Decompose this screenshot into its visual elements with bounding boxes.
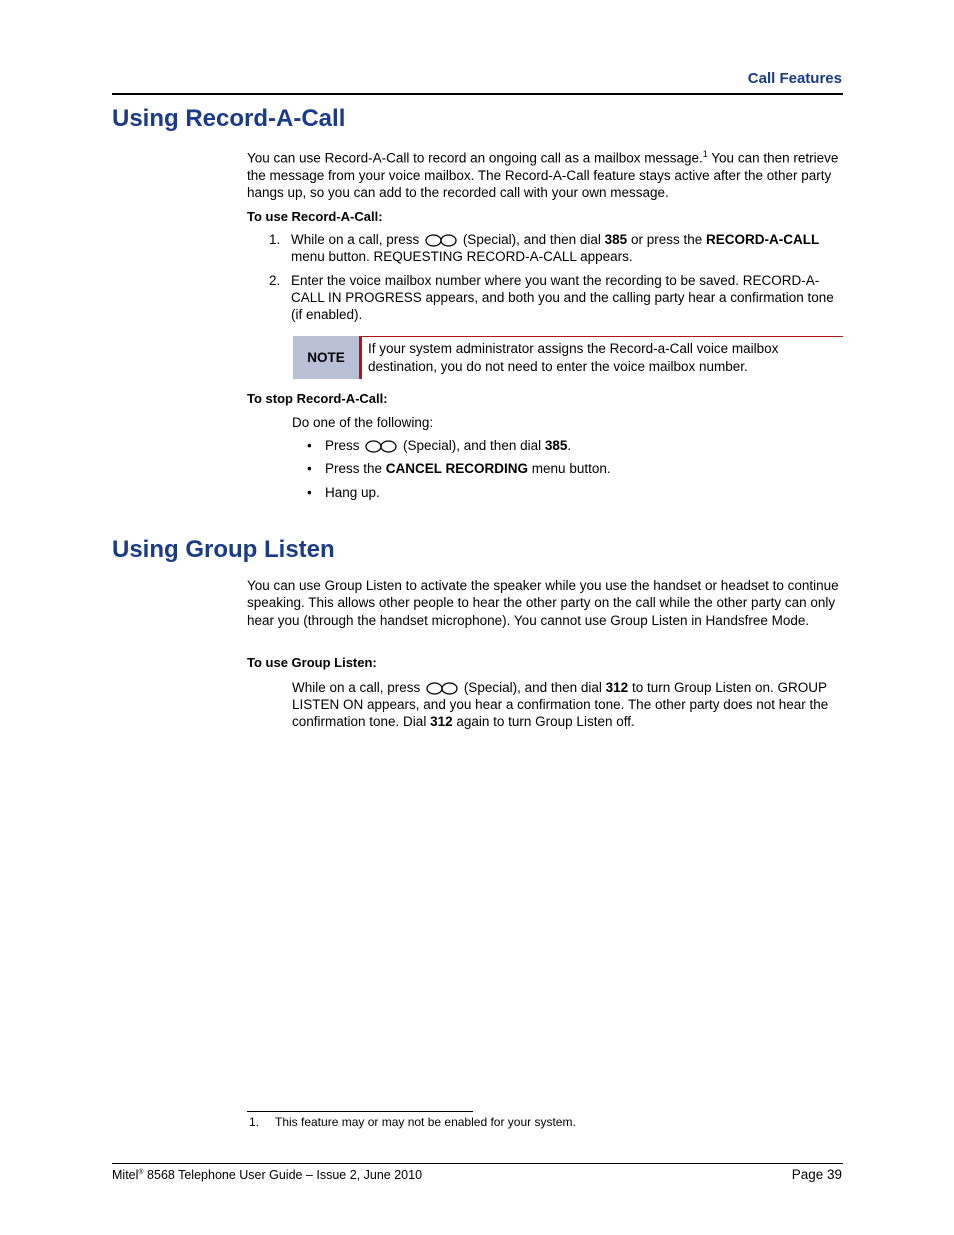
special-key-icon: [365, 440, 397, 453]
running-header-section: Call Features: [747, 70, 842, 87]
step-text: again to turn Group Listen off.: [452, 714, 635, 729]
step-text: (Special), and then dial: [459, 232, 605, 247]
procedure-title-use-record: To use Record-A-Call:: [247, 209, 383, 224]
registered-mark: ®: [138, 1168, 144, 1176]
record-intro-paragraph: [247, 146, 843, 201]
record-intro-a: You can use Record-A-Call to record an ongoing call as a mailbox message.: [247, 150, 703, 166]
step-text: (Special), and then dial: [460, 680, 606, 695]
footer-rule: [112, 1163, 843, 1164]
record-step-1: [269, 231, 844, 265]
dial-code: 385: [604, 232, 628, 247]
footer-brand: Mitel: [112, 1168, 139, 1182]
group-step: [292, 679, 844, 730]
page-number: Page 39: [791, 1167, 842, 1182]
heading-group-listen: Using Group Listen: [112, 536, 335, 563]
footer-document-title: [112, 1168, 422, 1182]
footer-doc-text: 8568 Telephone User Guide – Issue 2, June 2010: [143, 1168, 423, 1182]
bullet-text: .: [567, 438, 572, 453]
dial-code: 385: [544, 438, 568, 453]
step-text: to turn Group Listen on. GROUP LISTEN ON appears, and you hear a confirmation tone. The other party does not hear the confirmation tone. Dial: [292, 680, 829, 729]
record-step-2: [269, 272, 837, 323]
bullet-dot: •: [307, 438, 312, 453]
stop-bullet-1: [307, 437, 571, 454]
stop-intro: Do one of the following:: [292, 415, 434, 430]
step-text: or press the: [627, 232, 706, 247]
group-intro-paragraph: You can use Group Listen to activate the speaker while you use the handset or headset to continue speaking. This allows other people to hear the other party on the call while the other party can only hear you (through the handset microphone). You cannot use Group Listen in Handsfree Mode.: [247, 578, 839, 628]
step-text: While on a call, press: [292, 680, 425, 695]
bullet-text: Press: [325, 438, 364, 453]
step-number: 1.: [269, 232, 281, 247]
special-key-icon: [426, 682, 458, 695]
footnote: [249, 1115, 576, 1129]
bullet-text: Press the: [325, 461, 386, 476]
bullet-dot: •: [307, 461, 312, 476]
procedure-title-use-group: To use Group Listen:: [247, 655, 377, 670]
bullet-text: menu button.: [528, 461, 611, 476]
footnote-rule: [247, 1111, 473, 1112]
footnote-reference[interactable]: 1: [702, 149, 708, 159]
bullet-dot: •: [307, 485, 312, 500]
stop-bullet-3: [307, 484, 380, 501]
note-label: NOTE: [293, 336, 362, 379]
dial-code: 312: [605, 680, 629, 695]
note-text: If your system administrator assigns the Record-a-Call voice mailbox destination, you do not need to enter the voice mailbox number.: [368, 341, 779, 374]
special-key-icon: [425, 234, 457, 247]
procedure-title-stop-record: To stop Record-A-Call:: [247, 391, 388, 406]
footnote-number: 1.: [249, 1115, 260, 1129]
dial-code: 312: [430, 714, 453, 729]
step-text: menu button. REQUESTING RECORD-A-CALL appears.: [291, 249, 633, 264]
step-text: Enter the voice mailbox number where you want the recording to be saved. RECORD-A-CALL IN PROGRESS appears, and both you and the calling party hear a confirmation tone (if enabled).: [291, 273, 834, 322]
header-rule: [112, 93, 843, 95]
stop-bullet-2: [307, 460, 611, 477]
bullet-text: (Special), and then dial: [399, 438, 545, 453]
step-text: While on a call, press: [291, 232, 424, 247]
menu-button-name: CANCEL RECORDING: [385, 461, 529, 476]
record-intro-b: You can then retrieve the message from your voice mailbox. The Record-A-Call feature stays active after the other party hangs up, so you can add to the recorded call with your own message.: [247, 150, 839, 201]
menu-button-name: RECORD-A-CALL: [705, 232, 820, 247]
bullet-text: Hang up.: [325, 485, 380, 500]
heading-record-a-call: Using Record-A-Call: [112, 105, 346, 132]
footnote-text: This feature may or may not be enabled for your system.: [275, 1115, 576, 1129]
note-box: [293, 336, 843, 379]
step-number: 2.: [269, 273, 281, 288]
note-rule: [359, 336, 843, 337]
